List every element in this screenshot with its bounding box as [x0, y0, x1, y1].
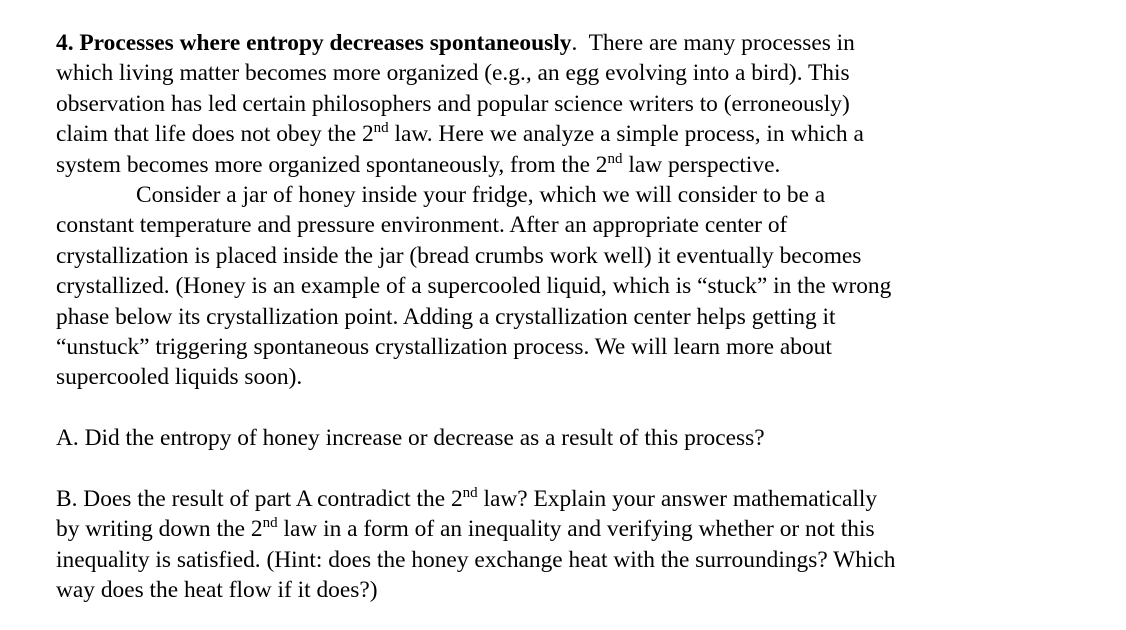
context-line-4: crystallized. (Honey is an example of a supercooled liquid, which is “stuck” in the wrong [56, 273, 892, 300]
ordinal-superscript: nd [262, 515, 278, 532]
paragraph-gap [56, 453, 1106, 483]
context-line-6: “unstuck” triggering spontaneous crystallization process. We will learn more about [56, 333, 832, 360]
intro-text-4a: claim that life does not obey the 2 [56, 121, 374, 148]
ordinal-superscript: nd [607, 150, 623, 167]
intro-text-4b: law. Here we analyze a simple process, in which a [388, 121, 864, 148]
heading-period: . [571, 30, 578, 56]
paragraph-gap [56, 393, 1106, 423]
part-a-question: A. Did the entropy of honey increase or decrease as a result of this process? [56, 425, 765, 452]
context-line-7: supercooled liquids soon). [56, 364, 303, 391]
context-line-1: Consider a jar of honey inside your fridge, which we will consider to be a [136, 181, 826, 208]
problem-heading: 4. Processes where entropy decreases spontaneously [56, 30, 572, 56]
context-line-5: phase below its crystallization point. Adding a crystallization center helps getting it [56, 303, 836, 330]
part-b-text-2a: by writing down the 2 [56, 516, 263, 543]
context-line-3: crystallization is placed inside the jar (bread crumbs work well) it eventually becomes [56, 242, 862, 269]
intro-line-5 [56, 150, 1106, 180]
problem-document [56, 28, 1106, 605]
part-b-line-3: inequality is satisfied. (Hint: does the honey exchange heat with the surroundings? Which [56, 546, 896, 573]
part-b-text-1b: law? Explain your answer mathematically [477, 485, 878, 512]
context-line-2: constant temperature and pressure environment. After an appropriate center of [56, 212, 788, 239]
intro-line-1 [56, 28, 1106, 58]
part-b-text-2b: law in a form of an inequality and verifying whether or not this [277, 516, 875, 543]
intro-line-3: observation has led certain philosophers and popular science writers to (erroneously) [56, 90, 850, 117]
intro-line-2: which living matter becomes more organized (e.g., an egg evolving into a bird). This [56, 60, 850, 87]
ordinal-superscript: nd [462, 484, 478, 501]
part-b-line-4: way does the heat flow if it does?) [56, 577, 378, 604]
part-b-text-1a: B. Does the result of part A contradict the 2 [56, 485, 463, 512]
intro-line-4 [56, 119, 1106, 149]
part-b-line-2 [56, 514, 1106, 544]
intro-text-5b: law perspective. [622, 151, 781, 178]
ordinal-superscript: nd [373, 120, 389, 137]
intro-text-5a: system becomes more organized spontaneously, from the 2 [56, 151, 608, 178]
part-b-line-1 [56, 484, 1106, 514]
intro-text-1: There are many processes in [577, 30, 855, 56]
